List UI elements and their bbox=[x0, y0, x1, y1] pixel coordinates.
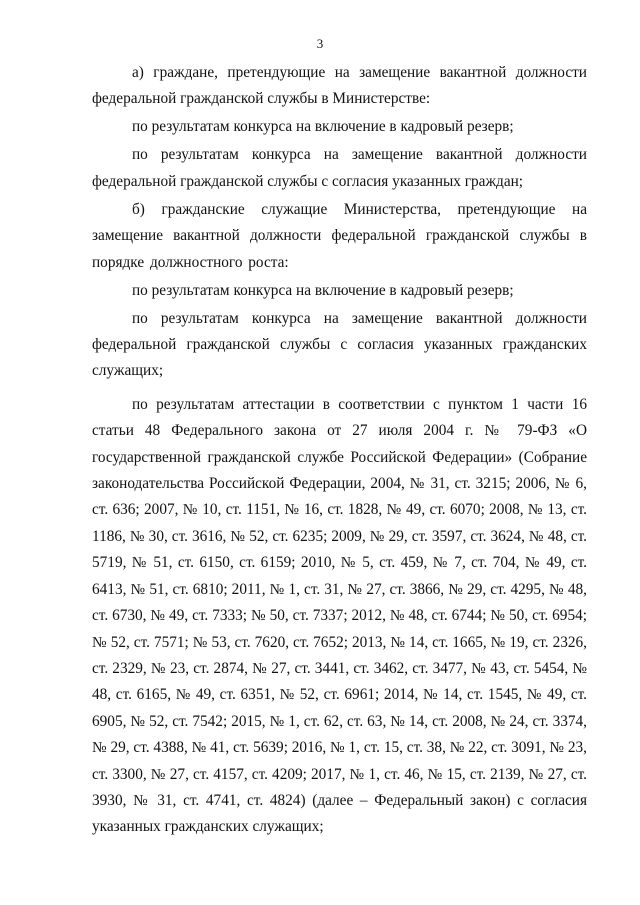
paragraph-a-competition: по результатам конкурса на замещение вакантной должности федеральной гражданской службы с согласия указанных граждан; bbox=[92, 146, 587, 190]
paragraph-b-competition: по результатам конкурса на замещение вакантной должности федеральной гражданской службы с согласия указанных гражданских служащих; bbox=[92, 309, 587, 380]
paragraph-b-reserve: по результатам конкурса на включение в кадровый резерв; bbox=[132, 281, 514, 299]
document-body bbox=[92, 60, 587, 841]
paragraph-attestation: по результатам аттестации в соответствии с пунктом 1 части 16 статьи 48 Федерального закона от 27 июля 2004 г. № 79-ФЗ «О государственной гражданской службе Российской Федерации» (Собрание законодательства Российской Федерации, 2004, № 31, ст. 3215; 2006, № 6, ст. 636; 2007, № 10, ст. 1151, № 16, ст. 1828, № 49, ст. 6070; 2008, № 13, ст. 1186, № 30, ст. 3616, № 52, ст. 6235; 2009, № 29, ст. 3597, ст. 3624, № 48, ст. 5719, № 51, ст. 6150, ст. 6159; 2010, № 5, ст. 459, № 7, ст. 704, № 49, ст. 6413, № 51, ст. 6810; 2011, № 1, ст. 31, № 27, ст. 3866, № 29, ст. 4295, № 48, ст. 6730, № 49, ст. 7333; № 50, ст. 7337; 2012, № 48, ст. 6744; № 50, ст. 6954; № 52, ст. 7571; № 53, ст. 7620, ст. 7652; 2013, № 14, ст. 1665, № 19, ст. 2326, ст. 2329, № 23, ст. 2874, № 27, ст. 3441, ст. 3462, ст. 3477, № 43, ст. 5454, № 48, ст. 6165, № 49, ст. 6351, № 52, ст. 6961; 2014, № 14, ст. 1545, № 49, ст. 6905, № 52, ст. 7542; 2015, № 1, ст. 62, ст. 63, № 14, ст. 2008, № 24, ст. 3374, № 29, ст. 4388, № 41, ст. 5639; 2016, № 1, ст. 15, ст. 38, № 22, ст. 3091, № 23, ст. 3300, № 27, ст. 4157, ст. 4209; 2017, № 1, ст. 46, № 15, ст. 2139, № 27, ст. 3930, № 31, ст. 4741, ст. 4824) (далее – Федеральный закон) с согласия указанных гражданских служащих; bbox=[92, 395, 587, 836]
paragraph-b-intro: б) гражданские служащие Министерства, претендующие на замещение вакантной должности федеральной гражданской службы в порядке должностного роста: bbox=[92, 200, 587, 271]
page-number: 3 bbox=[316, 36, 324, 51]
paragraph-a-intro: а) граждане, претендующие на замещение вакантной должности федеральной гражданской службы в Министерстве: bbox=[92, 64, 587, 108]
paragraph-a-reserve: по результатам конкурса на включение в кадровый резерв; bbox=[132, 118, 514, 136]
